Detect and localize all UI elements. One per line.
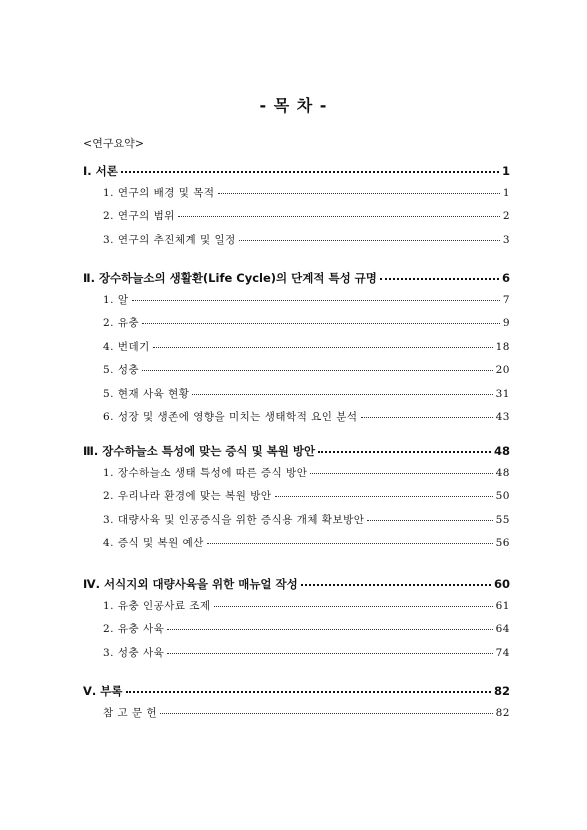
toc-item[interactable] (103, 535, 510, 550)
toc-item-label: 5. 성충 (103, 364, 140, 377)
dot-leader (214, 605, 493, 607)
toc-item[interactable] (103, 232, 510, 247)
toc-section-page-number: 1 (501, 164, 510, 178)
toc-item-label: 2. 유충 (103, 317, 140, 330)
toc-item-label: 1. 알 (103, 294, 129, 306)
toc-item[interactable] (103, 362, 510, 377)
dot-leader (367, 519, 492, 521)
toc-section-page-number: 60 (493, 577, 510, 591)
toc-section-label: I. 서론 (83, 164, 118, 178)
toc-item[interactable] (103, 488, 510, 503)
toc-item-label: 3. 성충 사육 (103, 646, 165, 659)
page-title: - 목 차 - (259, 96, 328, 115)
toc-section-label: Ⅳ. 서식지외 대량사육을 위한 매뉴얼 작성 (83, 577, 298, 591)
toc-item-label: 3. 연구의 추진체계 및 일정 (103, 233, 236, 246)
dot-leader (153, 346, 493, 348)
toc-item-label: 2. 유충 사육 (103, 623, 165, 636)
toc-section-label: Ⅱ. 장수하늘소의 생활환(Life Cycle)의 단계적 특성 규명 (83, 271, 377, 285)
toc-item-label: 6. 성장 및 생존에 영향을 미치는 생태학적 요인 분석 (103, 411, 358, 423)
toc-section[interactable] (83, 270, 510, 286)
dot-leader (361, 416, 493, 418)
dot-leader (167, 652, 492, 654)
toc-section[interactable] (83, 683, 510, 699)
dot-leader (142, 322, 500, 324)
toc-item-page-number: 20 (495, 364, 510, 377)
summary-label: <연구요약> (83, 137, 144, 150)
toc-item[interactable] (103, 292, 510, 307)
toc-item-page-number: 9 (502, 317, 510, 330)
dot-leader (380, 277, 499, 280)
toc-item[interactable] (103, 409, 510, 424)
dot-leader (132, 299, 500, 301)
dot-leader (160, 712, 493, 714)
toc-item-page-number: 7 (502, 294, 510, 306)
toc-item[interactable] (103, 705, 510, 720)
toc-item-page-number: 56 (495, 537, 510, 550)
toc-item-page-number: 3 (502, 233, 510, 246)
toc-item[interactable] (103, 339, 510, 354)
dot-leader (142, 369, 492, 371)
toc-section[interactable] (83, 576, 510, 592)
dot-leader (239, 239, 500, 241)
toc-section-label: Ⅴ. 부록 (83, 684, 123, 698)
toc-item[interactable] (103, 208, 510, 223)
toc-item[interactable] (103, 645, 510, 660)
toc-item-page-number: 2 (502, 210, 510, 223)
dot-leader (121, 170, 499, 173)
toc-item-page-number: 48 (495, 467, 510, 479)
toc-item-label: 4. 증식 및 복원 예산 (103, 537, 204, 550)
toc-item-page-number: 64 (495, 623, 510, 636)
toc-item-label: 4. 번데기 (103, 340, 150, 353)
toc-item-page-number: 55 (495, 513, 510, 526)
toc-item-label: 참 고 문 헌 (103, 707, 158, 719)
toc-item-label: 1. 장수하늘소 생태 특성에 따른 증식 방안 (103, 467, 308, 479)
toc-item[interactable] (103, 598, 510, 613)
toc-item[interactable] (103, 621, 510, 636)
dot-leader (207, 542, 493, 544)
toc-item-label: 1. 연구의 배경 및 목적 (103, 187, 215, 199)
toc-item[interactable] (103, 386, 510, 401)
toc-item-page-number: 18 (495, 340, 510, 353)
dot-leader (310, 472, 492, 474)
toc-item[interactable] (103, 512, 510, 527)
toc-section[interactable] (83, 163, 510, 179)
toc-item-page-number: 50 (495, 490, 510, 503)
toc-item-page-number: 1 (502, 187, 510, 199)
toc-item-page-number: 74 (495, 646, 510, 659)
dot-leader (126, 690, 491, 693)
toc-section-label: Ⅲ. 장수하늘소 특성에 맞는 증식 및 복원 방안 (83, 444, 316, 458)
toc-section[interactable] (83, 443, 510, 459)
toc-item-page-number: 82 (495, 707, 510, 719)
toc-item[interactable] (103, 185, 510, 200)
dot-leader (218, 192, 500, 194)
dot-leader (192, 393, 492, 395)
toc-item-label: 5. 현재 사육 현황 (103, 387, 190, 400)
toc-section-page-number: 82 (493, 684, 510, 698)
toc-item[interactable] (103, 315, 510, 330)
toc-item[interactable] (103, 465, 510, 480)
toc-item-page-number: 31 (495, 387, 510, 400)
dot-leader (167, 628, 492, 630)
dot-leader (275, 495, 493, 497)
toc-section-page-number: 48 (493, 444, 510, 458)
toc-item-label: 1. 유충 인공사료 조제 (103, 600, 211, 612)
toc-item-page-number: 61 (495, 600, 510, 612)
toc-item-label: 3. 대량사육 및 인공증식을 위한 증식용 개체 확보방안 (103, 513, 365, 526)
toc-item-label: 2. 연구의 범위 (103, 210, 175, 223)
toc-section-page-number: 6 (501, 271, 510, 285)
dot-leader (318, 450, 491, 453)
toc-item-label: 2. 우리나라 환경에 맞는 복원 방안 (103, 490, 272, 503)
dot-leader (301, 583, 491, 586)
dot-leader (178, 215, 500, 217)
toc-item-page-number: 43 (495, 411, 510, 423)
